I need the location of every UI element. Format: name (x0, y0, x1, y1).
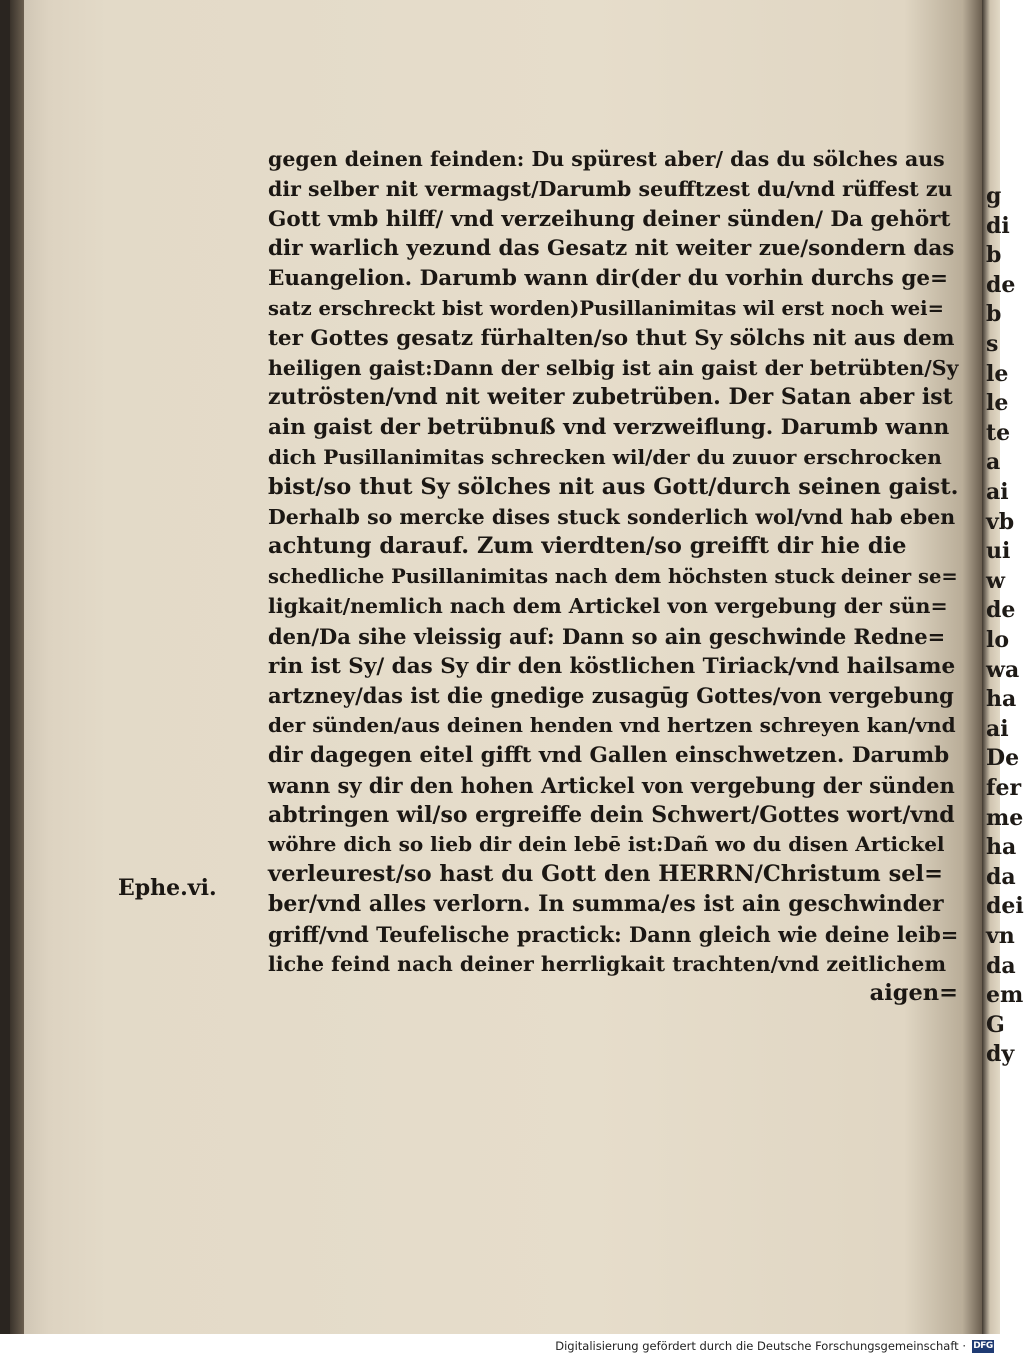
text-line: dich Pusillanimitas schrecken wil/der du zuuor erschrocken (268, 444, 942, 469)
neighbor-page-fragment: s (986, 331, 999, 357)
text-line: achtung darauf. Zum vierdten/so greifft dir hie die (268, 533, 907, 560)
neighbor-page-fragment: vb (986, 508, 1015, 535)
margin-note: Ephe.vi. (118, 875, 217, 901)
neighbor-page-fragment: fer (986, 775, 1022, 801)
neighbor-page-fragment: ha (986, 686, 1017, 713)
neighbor-page-fragment: lo (986, 627, 1010, 653)
text-line: gegen deinen feinden: Du spürest aber/ das du sölches aus (268, 147, 945, 171)
neighbor-page-fragment: da (986, 952, 1016, 979)
neighbor-page-fragment: de (986, 271, 1016, 298)
neighbor-page-fragment: a (986, 449, 1001, 476)
text-line: ter Gottes gesatz fürhalten/so thut Sy sölchs nit aus dem (268, 325, 955, 351)
dfg-logo: DFG (973, 1341, 993, 1351)
text-line: ligkait/nemlich nach dem Artickel von vergebung der sün= (268, 593, 948, 618)
neighbor-page-fragment: wa (986, 656, 1020, 683)
neighbor-page-fragment: le (986, 390, 1009, 417)
text-line: wann sy dir den hohen Artickel von vergebung der sünden (268, 772, 955, 798)
neighbor-page-fragment: b (986, 242, 1002, 269)
neighbor-page-fragment: w (986, 567, 1005, 594)
book-page (10, 0, 982, 1334)
text-line: liche feind nach deiner herrligkait trachten/vnd zeitlichem (268, 951, 947, 976)
neighbor-page-fragment: ai (986, 715, 1009, 742)
neighbor-page-fragment: ui (986, 538, 1011, 565)
neighbor-page-fragment: g (986, 183, 1002, 209)
main-text-block (268, 145, 958, 1009)
text-line: bist/so thut Sy sölches nit aus Gott/durch seinen gaist. (268, 473, 959, 500)
neighbor-page-fragment: dy (986, 1041, 1015, 1068)
neighbor-page-fragment: b (986, 301, 1002, 328)
text-line: Derhalb so mercke dises stuck sonderlich wol/vnd hab eben (268, 504, 956, 529)
text-line: ber/vnd alles verlorn. In summa/es ist ain geschwinder (268, 890, 944, 917)
text-line: artzney/das ist die gnedige zusagūg Gottes/von vergebung (268, 683, 954, 709)
neighbor-page-edge (982, 0, 1024, 1334)
neighbor-page-fragment: me (986, 804, 1024, 831)
neighbor-page-fragment: ai (986, 479, 1009, 505)
text-line: wöhre dich so lieb dir dein lebē ist:Dañ wo du disen Artickel (268, 832, 945, 857)
text-line: verleurest/so hast du Gott den HERRN/Christum sel= (268, 861, 943, 888)
text-line: den/Da sihe vleissig auf: Dann so ain geschwinde Redne= (268, 623, 946, 649)
text-line: griff/vnd Teufelische practick: Dann gleich wie deine leib= (268, 921, 959, 947)
page-left-edge (10, 0, 24, 1334)
text-line: heiligen gaist:Dann der selbig ist ain gaist der betrübten/Sy (268, 355, 959, 380)
text-line: dir selber nit vermagst/Darumb seufftzest du/vnd rüffest zu (268, 176, 953, 201)
text-line: abtringen wil/so ergreiffe dein Schwert/Gottes wort/vnd (268, 801, 955, 828)
text-line: dir warlich yezund das Gesatz nit weiter zue/sondern das (268, 236, 955, 262)
footer-bar (0, 1334, 1000, 1358)
text-line: der sünden/aus deinen henden vnd hertzen schreyen kan/vnd (268, 713, 956, 738)
text-line: schedliche Pusillanimitas nach dem höchsten stuck deiner se= (268, 565, 958, 589)
neighbor-page-fragment: le (986, 360, 1009, 387)
neighbor-page-fragment: em (986, 982, 1024, 1009)
neighbor-page-fragment: te (986, 419, 1011, 446)
neighbor-page-fragment: ha (986, 834, 1017, 861)
text-line: ain gaist der betrübnuß vnd verzweiflung. Darumb wann (268, 415, 950, 441)
text-line: rin ist Sy/ das Sy dir den köstlichen Tiriack/vnd hailsame (268, 653, 956, 679)
neighbor-page-fragment: di (986, 212, 1010, 239)
neighbor-page-fragment: G (986, 1011, 1005, 1038)
neighbor-page-fragment: De (986, 745, 1020, 772)
catchword: aigen= (869, 980, 958, 1007)
text-line: dir dagegen eitel gifft vnd Gallen einschwetzen. Darumb (268, 742, 950, 768)
neighbor-page-fragment: dei (986, 893, 1024, 920)
footer-credit: Digitalisierung gefördert durch die Deutsche Forschungsgemeinschaft · (555, 1339, 966, 1353)
text-line: satz erschreckt bist worden)Pusillanimitas wil erst noch wei= (268, 296, 944, 320)
text-line: Euangelion. Darumb wann dir(der du vorhin durchs ge= (268, 266, 949, 292)
text-line: Gott vmb hilff/ vnd verzeihung deiner sünden/ Da gehört (268, 206, 951, 232)
text-line: zutrösten/vnd nit weiter zubetrüben. Der Satan aber ist (268, 384, 953, 411)
neighbor-page-fragment: de (986, 597, 1016, 624)
neighbor-page-fragment: vn (986, 923, 1015, 949)
neighbor-page-fragment: da (986, 863, 1016, 890)
